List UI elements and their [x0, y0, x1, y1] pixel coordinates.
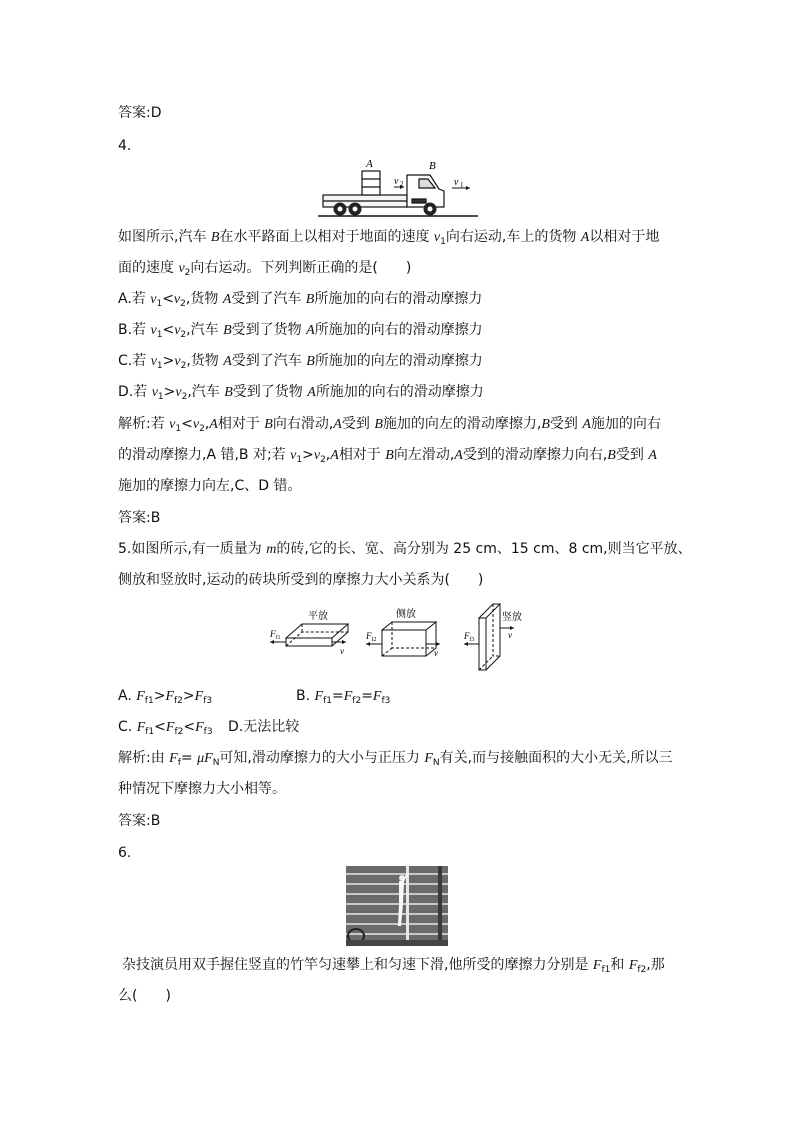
question-6-line-1: 杂技演员用双手握住竖直的竹竿匀速攀上和匀速下滑,他所受的摩擦力分别是 $F_{f1}$和 $F_{f2}$,那 — [122, 957, 665, 975]
acrobat-photo — [346, 866, 448, 946]
v2-subscript: 2 — [400, 180, 404, 188]
analysis-4-line-1: 解析:若 $v_1<v_2,A$相对于 B向右滑动,A受到 B施加的向左的滑动摩擦力,B受到 A施加的向右 — [118, 416, 661, 434]
option-5D: D.无法比较 — [228, 719, 300, 735]
truck-figure — [318, 157, 478, 221]
cargo-label-A: A — [366, 158, 373, 170]
option-4B: B.若 $v_1<v_2$,汽车 B受到了货物 A所施加的向右的滑动摩擦力 — [118, 322, 483, 340]
question-4-number: 4. — [118, 138, 132, 154]
analysis-5-line-2: 种情况下摩擦力大小相等。 — [118, 781, 286, 797]
vertical-label: 竖放 — [502, 612, 522, 623]
ff3-label: $F_{f3}$ — [464, 631, 475, 643]
v1-label: v — [454, 177, 459, 188]
question-6-line-2: 么( ) — [118, 988, 171, 1004]
analysis-5-line-1: 解析:由 $F_f= \mu F_N$可知,滑动摩擦力的大小与正压力 $F_N$有关,而与接触面积的大小无关,所以三 — [118, 750, 673, 768]
question-5-line-2: 侧放和竖放时,运动的砖块所受到的摩擦力大小关系为( ) — [118, 572, 484, 588]
v1-subscript: 1 — [460, 181, 464, 189]
option-4D: D.若 $v_1>v_2$,汽车 B受到了货物 A所施加的向右的滑动摩擦力 — [118, 384, 484, 402]
side-label: 侧放 — [396, 609, 416, 620]
answer-3: 答案:D — [118, 105, 162, 121]
answer-5: 答案:B — [118, 813, 161, 829]
question-4-stem-line-2: 面的速度 $v_2$向右运动。下列判断正确的是( ) — [118, 260, 412, 278]
flat-label: 平放 — [308, 611, 328, 622]
question-5-line-1: 5.如图所示,有一质量为 m的砖,它的长、宽、高分别为 25 cm、15 cm、8 cm,则当它平放、 — [118, 541, 692, 557]
option-4A: A.若 $v_1<v_2$,货物 A受到了汽车 B所施加的向右的滑动摩擦力 — [118, 291, 483, 309]
ff2-label: $F_{f2}$ — [366, 631, 377, 643]
truck-label-B: B — [429, 160, 436, 172]
question-4-stem-line-1: 如图所示,汽车 B在水平路面上以相对于地面的速度 $v_1$向右运动,车上的货物 A以相对于地 — [118, 229, 660, 247]
brick-figure — [268, 600, 530, 674]
v-label-flat: v — [340, 646, 344, 656]
v2-label: v — [394, 176, 399, 187]
v-label-side: v — [434, 648, 438, 658]
option-5A: A. $F_{f1}>F_{f2}>F_{f3}$ — [118, 688, 213, 706]
analysis-4-line-2: 的滑动摩擦力,A 错,B 对;若 $v_1>v_2,A$相对于 B向左滑动,A受到的滑动摩擦力向右,B受到 A — [118, 447, 657, 465]
question-6-number: 6. — [118, 845, 132, 861]
analysis-4-line-3: 施加的摩擦力向左,C、D 错。 — [118, 478, 302, 494]
answer-4: 答案:B — [118, 510, 161, 526]
option-5C: C. $F_{f1}<F_{f2}<F_{f3}$ — [118, 719, 213, 737]
ff1-label: $F_{f1}$ — [270, 629, 281, 641]
v-label-vertical: v — [508, 630, 512, 640]
option-5B: B. $F_{f1}=F_{f2}=F_{f3}$ — [296, 688, 391, 706]
option-4C: C.若 $v_1>v_2$,货物 A受到了汽车 B所施加的向左的滑动摩擦力 — [118, 353, 483, 371]
